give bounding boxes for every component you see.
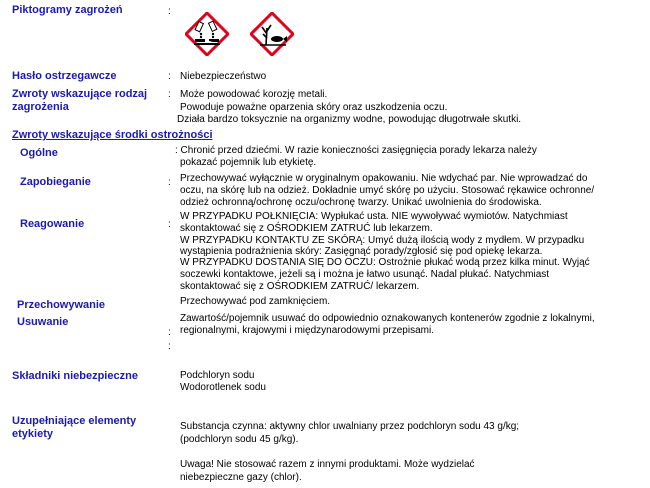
- colon: :: [168, 89, 171, 100]
- hazard-statements-label-line2: zagrożenia: [12, 101, 69, 113]
- response-label: Reagowanie: [20, 218, 85, 230]
- prevention-label: Zapobieganie: [20, 176, 91, 188]
- supplementary-line: (podchloryn sodu 45 g/kg).: [180, 434, 299, 445]
- response-line: skontaktować się z OŚRODKIEM ZATRUĆ lub lekarzem.: [180, 223, 433, 234]
- general-label: Ogólne: [20, 147, 58, 159]
- response-line: skontaktować się z OŚRODKIEM ZATRUĆ/ lekarzem.: [180, 281, 420, 292]
- signal-word-label: Hasło ostrzegawcze: [12, 70, 117, 82]
- supplementary-label-line1: Uzupełniające elementy: [12, 415, 137, 427]
- component-item: Podchloryn sodu: [180, 370, 255, 381]
- colon: :: [168, 71, 171, 82]
- colon: :: [168, 327, 171, 338]
- environment-pictogram-icon: [250, 12, 294, 56]
- hazard-statements-label-line1: Zwroty wskazujące rodzaj: [12, 88, 148, 100]
- prevention-line: Przechowywać wyłącznie w oryginalnym opakowaniu. Nie wdychać par. Nie wprowadzać do: [180, 173, 588, 184]
- supplementary-line: Substancja czynna: aktywny chlor uwalniany przez podchloryn sodu 43 g/kg;: [180, 421, 520, 432]
- supplementary-line: Uwaga! Nie stosować razem z innymi produktami. Może wydzielać: [180, 459, 475, 470]
- component-item: Wodorotlenek sodu: [180, 382, 266, 393]
- prevention-line: odzież ochronną/ochronę oczu/ochronę twarzy. Unikać uwolnienia do środowiska.: [180, 197, 542, 208]
- response-line: W PRZYPADKU POŁKNIĘCIA: Wypłukać usta. NIE wywoływać wymiotów. Natychmiast: [180, 211, 568, 222]
- response-line: wystąpienia podrażnienia skóry: Zasięgnąć porady/zgłosić się pod opiekę lekarza.: [180, 246, 543, 257]
- hazard-statement: Działa bardzo toksycznie na organizmy wodne, powodując długotrwałe skutki.: [177, 114, 522, 125]
- colon: :: [168, 6, 171, 17]
- pictograms-label: Piktogramy zagrożeń: [12, 4, 123, 16]
- disposal-line: regionalnymi, krajowymi i międzynarodowymi przepisami.: [180, 325, 434, 336]
- storage-label: Przechowywanie: [17, 299, 106, 311]
- response-line: soczewki kontaktowe, jeżeli są i można je łatwo usunąć. Nadal płukać. Natychmiast: [180, 269, 550, 280]
- general-line: pokazać pojemnik lub etykietę.: [180, 157, 317, 168]
- colon: :: [168, 177, 171, 188]
- disposal-line: Zawartość/pojemnik usuwać do odpowiednio oznakowanych kontenerów zgodnie z lokalnymi,: [180, 313, 595, 324]
- hazardous-components-label: Składniki niebezpieczne: [12, 370, 138, 382]
- corrosion-pictogram-icon: [185, 12, 229, 56]
- colon: :: [168, 219, 171, 230]
- hazard-statement: Może powodować korozję metali.: [180, 89, 328, 100]
- response-line: W PRZYPADKU DOSTANIA SIĘ DO OCZU: Ostrożnie płukać wodą przez kilka minut. Wyjąć: [180, 257, 590, 268]
- disposal-label: Usuwanie: [17, 316, 69, 328]
- response-line: W PRZYPADKU KONTAKTU ZE SKÓRĄ: Umyć dużą ilością wody z mydłem. W przypadku: [180, 235, 585, 246]
- supplementary-label-line2: etykiety: [12, 428, 53, 440]
- supplementary-line: niebezpieczne gazy (chlor).: [180, 472, 302, 483]
- general-line: : Chronić przed dziećmi. W razie konieczności zasięgnięcia porady lekarza należy: [175, 145, 537, 156]
- precautionary-heading: Zwroty wskazujące środki ostrożności: [12, 129, 213, 141]
- hazard-statement: Powoduje poważne oparzenia skóry oraz uszkodzenia oczu.: [180, 102, 448, 113]
- signal-word-value: Niebezpieczeństwo: [180, 71, 267, 82]
- storage-line: Przechowywać pod zamknięciem.: [180, 296, 331, 307]
- prevention-line: oczu, na skórę lub na odzież. Dokładnie umyć skórę po użyciu. Stosować rękawice ochronne/: [180, 185, 595, 196]
- colon: :: [168, 341, 171, 352]
